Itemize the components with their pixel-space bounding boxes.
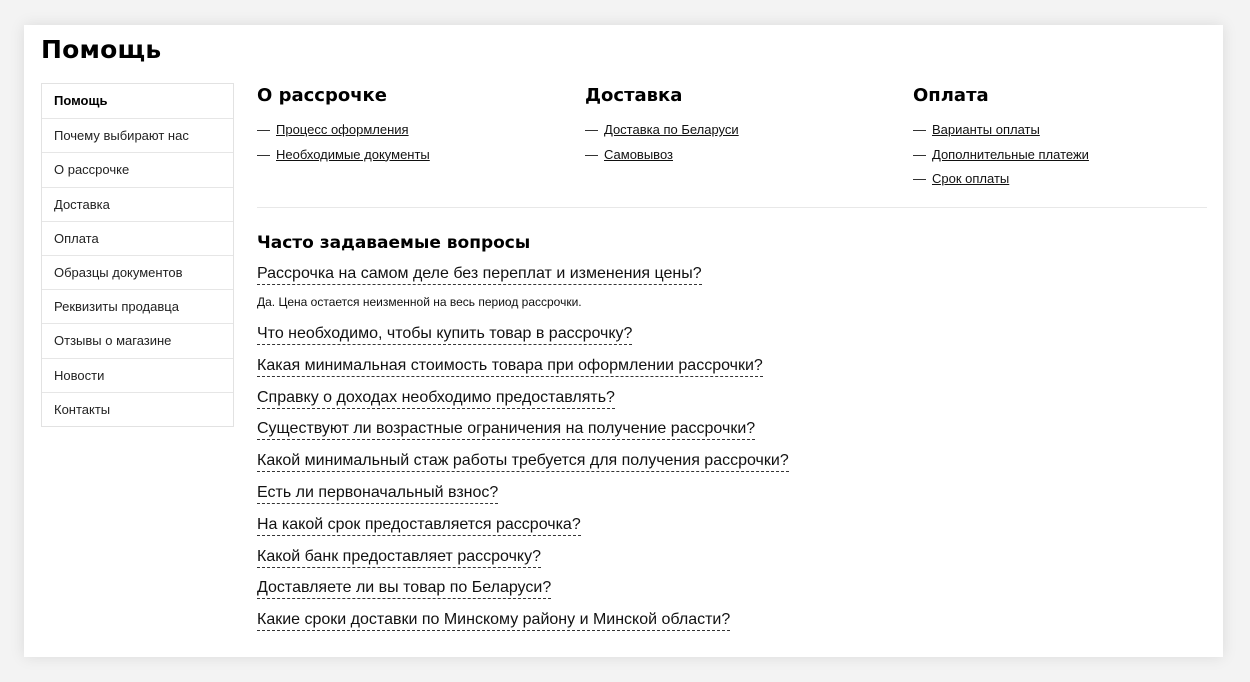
faq-section: [257, 230, 1207, 642]
dash: —: [585, 122, 598, 137]
section-link-item: [913, 143, 1089, 168]
link-pickup[interactable]: Самовывоз: [604, 146, 673, 162]
faq-item: [257, 419, 1207, 451]
faq-question[interactable]: Справку о доходах необходимо предоставлять?: [257, 388, 615, 409]
page-title: Помощь: [41, 35, 162, 64]
faq-item: [257, 515, 1207, 547]
faq-item: [257, 451, 1207, 483]
section-link-item: [257, 118, 430, 143]
sidebar-item-document-samples[interactable]: Образцы документов: [42, 255, 233, 289]
faq-question[interactable]: Есть ли первоначальный взнос?: [257, 483, 498, 504]
link-delivery-belarus[interactable]: Доставка по Беларуси: [604, 122, 739, 137]
section-title: О рассрочке: [257, 85, 387, 106]
faq-question[interactable]: Что необходимо, чтобы купить товар в рассрочку?: [257, 324, 632, 345]
faq-item: [257, 264, 1207, 310]
faq-item: [257, 483, 1207, 515]
faq-item: [257, 547, 1207, 579]
section-title: Оплата: [913, 85, 989, 106]
sidebar-item-installment[interactable]: О рассрочке: [42, 152, 233, 186]
sidebar-item-why-us[interactable]: Почему выбирают нас: [42, 118, 233, 152]
section-title: Доставка: [585, 85, 683, 106]
section-installment: [257, 83, 430, 167]
sidebar-item-contacts[interactable]: Контакты: [42, 392, 233, 426]
faq-question[interactable]: Доставляете ли вы товар по Беларуси?: [257, 578, 551, 599]
section-link-item: [585, 118, 739, 143]
faq-question[interactable]: Рассрочка на самом деле без переплат и изменения цены?: [257, 264, 702, 285]
dash: —: [257, 122, 270, 137]
sidebar-item-reviews[interactable]: Отзывы о магазине: [42, 323, 233, 357]
section-link-item: [913, 118, 1089, 143]
sidebar-nav: [41, 83, 234, 427]
faq-list: [257, 264, 1207, 642]
sidebar-item-news[interactable]: Новости: [42, 358, 233, 392]
section-link-item: [585, 143, 739, 168]
divider: [257, 207, 1207, 208]
faq-title: Часто задаваемые вопросы: [257, 233, 531, 253]
section-payment: [913, 83, 1089, 192]
link-required-documents[interactable]: Необходимые документы: [276, 146, 430, 162]
help-sections: [257, 83, 1207, 203]
faq-answer: Да. Цена остается неизменной на весь период рассрочки.: [257, 295, 582, 309]
faq-question[interactable]: Существуют ли возрастные ограничения на получение рассрочки?: [257, 419, 755, 440]
sidebar-item-payment[interactable]: Оплата: [42, 221, 233, 255]
link-payment-term[interactable]: Срок оплаты: [932, 171, 1010, 186]
section-link-item: [913, 167, 1089, 192]
faq-question[interactable]: Какая минимальная стоимость товара при оформлении рассрочки?: [257, 356, 763, 377]
faq-question[interactable]: Какой банк предоставляет рассрочку?: [257, 547, 541, 568]
link-additional-payments[interactable]: Дополнительные платежи: [932, 146, 1089, 162]
help-card: [24, 25, 1223, 657]
link-process[interactable]: Процесс оформления: [276, 122, 409, 137]
section-delivery: [585, 83, 739, 167]
dash: —: [913, 171, 926, 186]
faq-item: [257, 610, 1207, 642]
dash: —: [913, 146, 926, 162]
faq-item: [257, 388, 1207, 420]
faq-item: [257, 324, 1207, 356]
dash: —: [257, 146, 270, 162]
faq-item: [257, 356, 1207, 388]
faq-question[interactable]: На какой срок предоставляется рассрочка?: [257, 515, 581, 536]
faq-item: [257, 578, 1207, 610]
faq-question[interactable]: Какой минимальный стаж работы требуется для получения рассрочки?: [257, 451, 789, 472]
dash: —: [585, 146, 598, 162]
dash: —: [913, 122, 926, 137]
link-payment-options[interactable]: Варианты оплаты: [932, 122, 1040, 137]
sidebar-item-help[interactable]: Помощь: [54, 93, 108, 108]
sidebar-item-seller-details[interactable]: Реквизиты продавца: [42, 289, 233, 323]
section-link-item: [257, 143, 430, 168]
sidebar-item-delivery[interactable]: Доставка: [42, 187, 233, 221]
faq-question[interactable]: Какие сроки доставки по Минскому району и Минской области?: [257, 610, 730, 631]
